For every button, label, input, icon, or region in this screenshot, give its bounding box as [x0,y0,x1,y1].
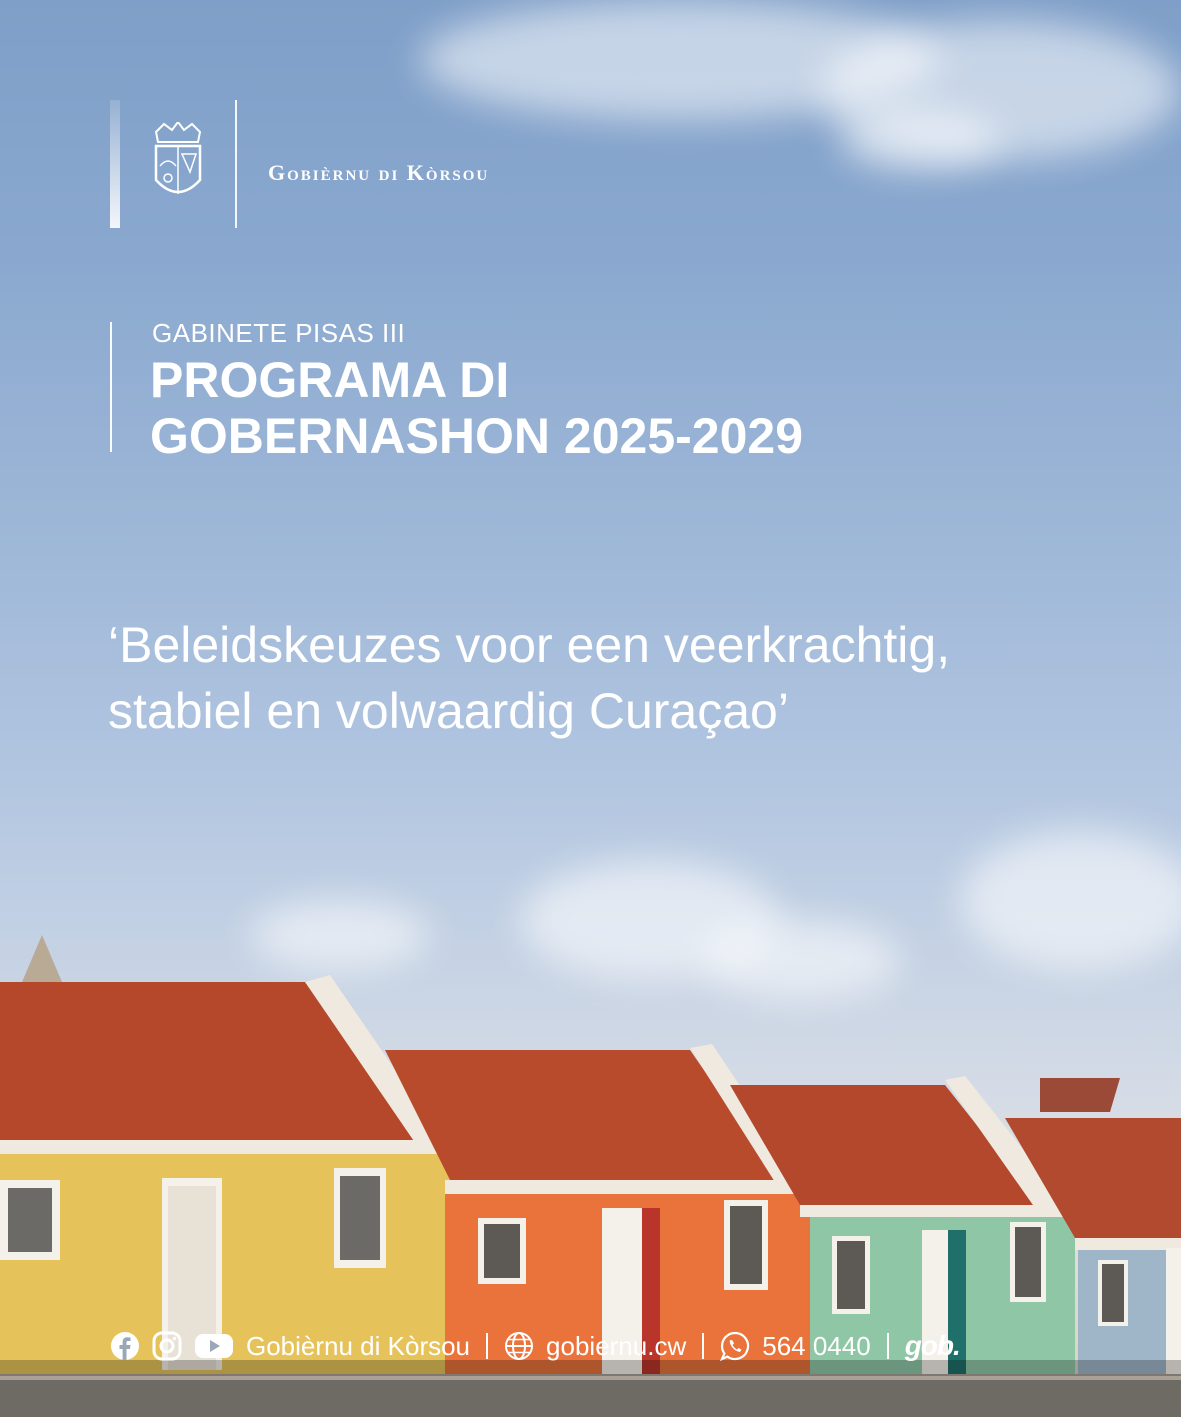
title-line-1: PROGRAMA DI [150,352,510,408]
social-handle: Gobièrnu di Kòrsou [246,1330,471,1361]
youtube-icon[interactable] [194,1331,234,1361]
quote-line-2: stabiel en volwaardig Curaçao’ [108,683,789,739]
contact-footer [110,1324,960,1368]
tagline-quote [108,612,950,744]
footer-separator [887,1333,889,1359]
brand-divider [235,100,237,228]
brand-name: Gobièrnu di Kòrsou [268,160,490,185]
brand-accent-bar [110,100,120,228]
title-kicker: GABINETE PISAS III [152,318,406,348]
coat-of-arms-icon [150,122,206,204]
page-title [150,352,803,464]
globe-icon [504,1331,534,1361]
footer-separator [486,1333,488,1359]
gob-logo: gob. [904,1330,960,1361]
phone-number[interactable]: 564 0440 [762,1330,871,1361]
facebook-icon[interactable] [110,1331,140,1361]
whatsapp-icon [720,1331,750,1361]
title-rule [110,322,112,452]
website-link[interactable]: gobiernu.cw [546,1330,687,1361]
instagram-icon[interactable] [152,1331,182,1361]
title-line-2: GOBERNASHON 2025-2029 [150,408,804,464]
quote-line-1: ‘Beleidskeuzes voor een veerkrachtig, [108,617,951,673]
footer-separator [702,1333,704,1359]
